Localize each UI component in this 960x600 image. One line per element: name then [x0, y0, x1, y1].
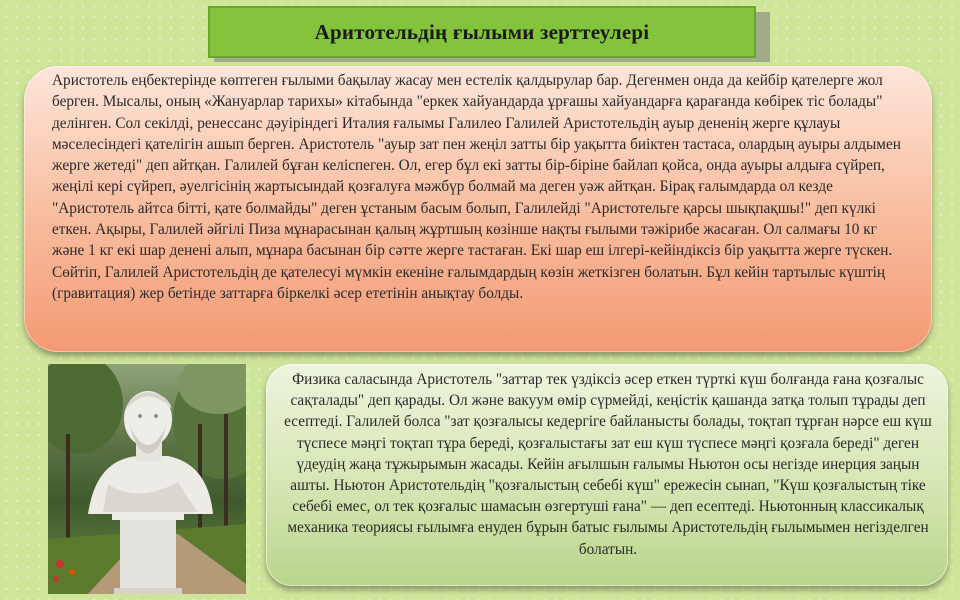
slide-title: Аритотельдің ғылыми зерттеулері: [314, 19, 650, 44]
title-banner: [208, 6, 756, 58]
aristotle-bust-photo: [48, 364, 246, 594]
bust-illustration: [48, 364, 246, 594]
paragraph-galileo: Аристотель еңбектерінде көптеген ғылыми бақылау жасау мен естелік қалдырулар бар. Дегенмен онда да кейбір қателерге жол берген. Мысалы, оның «Жануарлар тарихы» кітабында "еркек хайуандарда ұрғашы хайуандарға қарағанда көбірек тіс болады" делінген. Сол секілді, ренессанс дәуіріндегі Италия ғалымы Галилео Галилей Аристотельдің ауыр дененің жерге құлауы мәселесіндегі қателігін ашып берген. Аристотель "ауыр зат пен жеңіл затты бір уақытта биіктен тастаса, олардың ауыры алдымен жерге жетеді" деп айтқан. Галилей бұған келіспеген. Ол, егер бұл екі затты бір-біріне байлап қойса, онда ауыры алдыға сүйреп, жеңілі кері сүйреп, әуелгісінің жартысындай қозғалуға мәжбүр болмай ма деген уәж айтқан. Бірақ ғалымдарда ол кезде "Аристотель айтса бітті, қате болмайды" деген ұстаным басым болып, Галилейді "Аристотельге қарсы шықпақшы!" деп күлкі еткен. Ақыры, Галилей әйгілі Пиза мұнарасынан қалың жұртшың көзінше нақты ғылыми тәжірибе жасаған. Ол салмағы 10 кг және 1 кг екі шар денені алып, мұнара басынан бір сәтте жерге тастаған. Екі шар еш ілгері-кейіндіксіз бір уақытта жерге түскен. Сөйтіп, Галилей Аристотельдің де қателесуі мүмкін екеніне ғалымдардың көзін жеткізген болатын. Бұл кейін тартылыс күштің (гравитация) жер бетінде заттарға біркелкі әсер ететінін анықтау болды.: [52, 72, 901, 302]
paragraph-physics: Физика саласында Аристотель "заттар тек үздіксіз әсер еткен түрткі күш болғанда ғана қозғалыс сақталады" деп қарады. Ол және вакуум өмір сүрмейді, кеңістік қашанда затқа толып тұрады деп есептеді. Галилей болса "зат қозғалысы кедергіге байланысты болады, тоқтап тұрған нәрсе еш күш түспесе мәңгі тоқтап тұра береді, қозғалыстағы зат еш күш түспесе мәңгі қозғала береді" деген үдеудің жаңа тұжырымын жасады. Кейін ағылшын ғалымы Ньютон осы негізде инерция заңын ашты. Ньютон Аристотельдің "қозғалыстың себебі күш" ережесін сынап, "Күш қозғалыстың тіке себебі емес, ол тек қозғалыс шамасын өзгертуші ғана" — деп есептеді. Ньютонның классикалық механика теориясы ғылымға енуден бұрын батыс ғылымы Аристотельдің ғылымымен негізделген болатын.: [284, 371, 932, 558]
